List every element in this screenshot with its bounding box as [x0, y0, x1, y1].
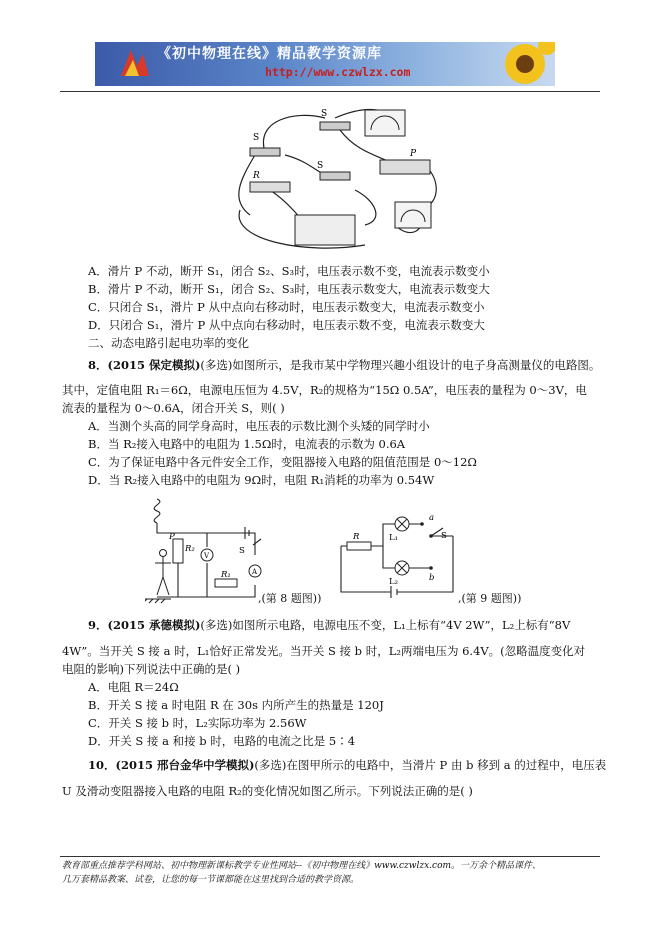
q8-option-a: A．当测个头高的同学身高时，电压表的示数比测个头矮的同学时小 — [88, 419, 430, 433]
q9-source: (2015 承德模拟) — [107, 618, 201, 632]
fig8-label-v: V — [204, 552, 210, 560]
q9-line1 — [88, 620, 570, 632]
q7-option-b: B．滑片 P 不动，断开 S₁，闭合 S₂、S₃时，电压表示数变大，电流表示数变大 — [88, 282, 490, 296]
sunflower-image — [495, 42, 555, 86]
q8-number: 8． — [88, 358, 108, 372]
fig8-label-s: S — [239, 546, 245, 556]
fig-top-label-r: R — [253, 171, 260, 181]
q9-option-b: B．开关 S 接 a 时电阻 R 在 30s 内所产生的热量是 120J — [88, 698, 384, 712]
section-two-heading: 二、动态电路引起电功率的变化 — [88, 336, 249, 350]
fig-top-label-s2: S — [321, 109, 328, 119]
q10-source: (2015 邢台金华中学模拟) — [115, 758, 255, 772]
header-banner — [95, 42, 555, 86]
fig9-label-l2: L₂ — [389, 577, 399, 587]
fig9-label-a: a — [429, 513, 435, 523]
fig8-label-a: A — [252, 568, 258, 576]
q9-option-d: D．开关 S 接 a 和接 b 时，电路的电流之比是 5∶4 — [88, 734, 356, 748]
q8-stem-1: (多选)如图所示，是我市某中学物理兴趣小组设计的电子身高测量仪的电路图。 — [200, 358, 601, 372]
q10-stem-1: (多选)在图甲所示的电路中，当滑片 P 由 b 移到 a 的过程中，电压表 — [254, 758, 607, 772]
q10-stem-2: U 及滑动变阻器接入电路的电阻 R₂的变化情况如图乙所示。下列说法正确的是( ) — [62, 784, 473, 798]
q9-option-a: A．电阻 R＝24Ω — [88, 680, 179, 694]
fig8-label-p: P — [169, 532, 175, 542]
q7-option-d: D．只闭合 S₁，滑片 P 从中点向右移动时，电压表示数不变，电流表示数变大 — [88, 318, 485, 332]
q8-option-d: D．当 R₂接入电路中的电阻为 9Ω时，电阻 R₁消耗的功率为 0.54W — [88, 473, 435, 487]
banner-title: 《初中物理在线》精品教学资源库 — [157, 46, 382, 62]
fig9-label-r: R — [353, 532, 360, 542]
q9-stem-2: 4W”。当开关 S 接 a 时，L₁恰好正常发光。当开关 S 接 b 时，L₂两端电压为 6.4V。(忽略温度变化对 — [62, 644, 586, 658]
q9-stem-1: (多选)如图所示电路，电源电压不变，L₁上标有“4V 2W”，L₂上标有“8V — [200, 618, 571, 632]
fig8-caption: ,(第 8 题图)) — [258, 592, 322, 605]
footer-line2: 几万套精品教案、试卷，让您的每一节课都能在这里找到合适的教学资源。 — [62, 875, 360, 885]
q8-line1 — [88, 360, 600, 372]
q7-option-c: C．只闭合 S₁，滑片 P 从中点向右移动时，电压表示数变大，电流表示数变小 — [88, 300, 485, 314]
fig9-label-s: S — [441, 531, 447, 541]
fig9-label-l1: L₁ — [389, 533, 399, 543]
logo-icon — [117, 46, 153, 82]
q8-option-b: B．当 R₂接入电路中的电阻为 1.5Ω时，电流表的示数为 0.6A — [88, 437, 406, 451]
fig9-label-b: b — [429, 573, 435, 583]
fig9-circuit — [333, 512, 463, 604]
footer-line1: 教育部重点推荐学科网站、初中物理新课标教学专业性网站--《初中物理在线》www.czwlzx.com。一万余个精品课件、 — [62, 861, 542, 871]
fig-top-label-p: P — [410, 149, 417, 159]
fig-top-label-s1: S — [317, 161, 324, 171]
banner-url: http://www.czwlzx.com — [265, 65, 411, 79]
q8-stem-3: 流表的量程为 0～0.6A，闭合开关 S，则( ) — [62, 401, 285, 415]
fig-top-label-s3: S — [253, 133, 260, 143]
q9-option-c: C．开关 S 接 b 时，L₂实际功率为 2.56W — [88, 716, 307, 730]
footer-rule — [60, 856, 600, 857]
q8-stem-2: 其中，定值电阻 R₁＝6Ω，电源电压恒为 4.5V，R₂的规格为“15Ω 0.5A”，电压表的量程为 0～3V，电 — [62, 383, 587, 397]
q10-number: 10． — [88, 758, 116, 772]
header-rule — [60, 91, 600, 92]
q10-line1 — [88, 760, 606, 772]
fig8-label-r2: R₂ — [185, 544, 195, 554]
q9-stem-3: 电阻的影响)下列说法中正确的是( ) — [62, 662, 241, 676]
q8-option-c: C．为了保证电路中各元件安全工作，变阻器接入电路的阻值范围是 0～12Ω — [88, 455, 477, 469]
fig8-label-r1: R₁ — [221, 570, 231, 580]
top-circuit-figure — [225, 100, 450, 255]
q9-number: 9． — [88, 618, 108, 632]
q8-source: (2015 保定模拟) — [107, 358, 201, 372]
fig9-caption: ,(第 9 题图)) — [458, 592, 522, 605]
q7-option-a: A．滑片 P 不动，断开 S₁，闭合 S₂、S₃时，电压表示数不变，电流表示数变小 — [88, 264, 490, 278]
